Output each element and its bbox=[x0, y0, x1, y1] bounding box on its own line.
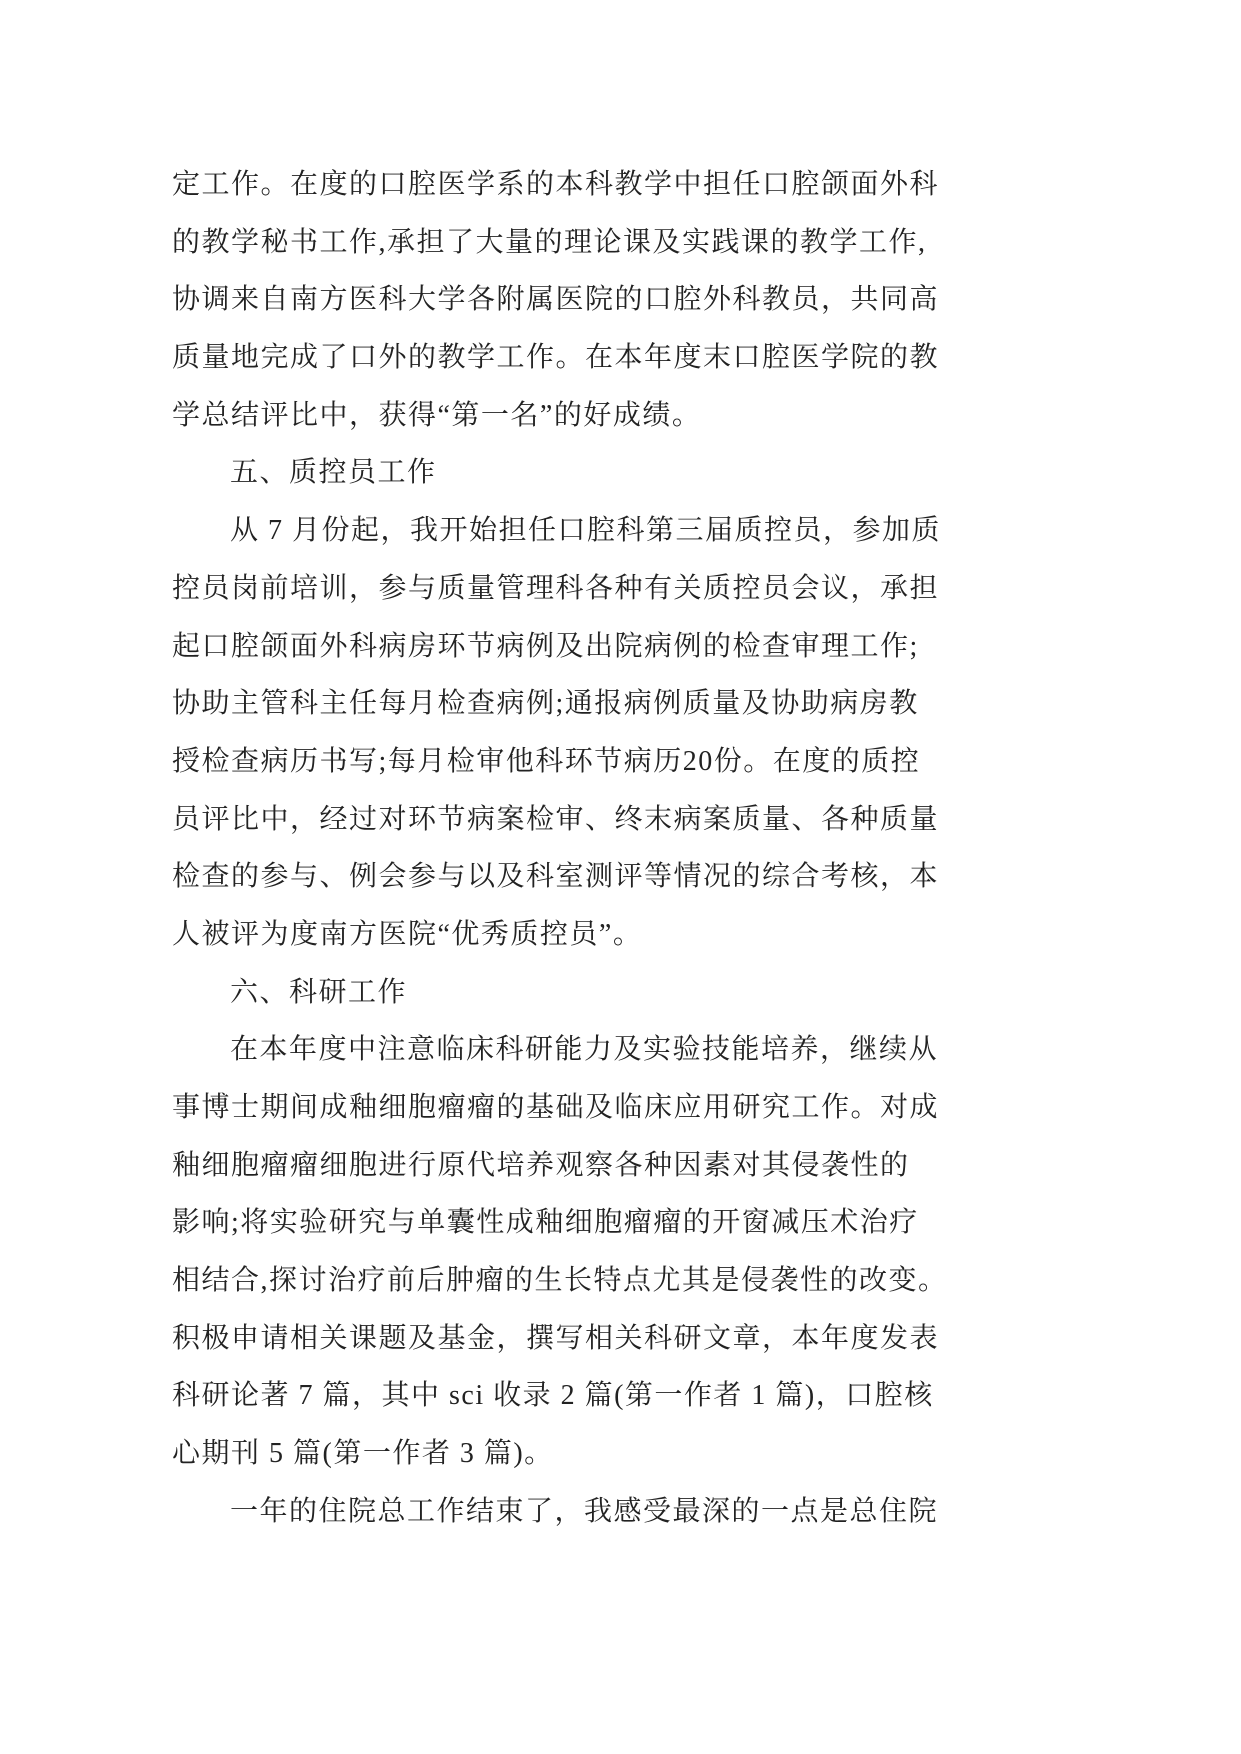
text-line: 在本年度中注意临床科研能力及实验技能培养，继续从 bbox=[230, 1034, 939, 1066]
text-line: 影响;将实验研究与单囊性成釉细胞瘤瘤的开窗减压术治疗 bbox=[172, 1207, 919, 1239]
text-line: 科研论著 7 篇，其中 sci 收录 2 篇(第一作者 1 篇)，口腔核 bbox=[172, 1380, 934, 1412]
text-line: 协调来自南方医科大学各附属医院的口腔外科教员，共同高 bbox=[172, 284, 940, 316]
text-line: 人被评为度南方医院“优秀质控员”。 bbox=[172, 918, 643, 950]
text-line: 协助主管科主任每月检查病例;通报病例质量及协助病房教 bbox=[172, 688, 919, 720]
closing-paragraph bbox=[172, 1483, 972, 1541]
section-paragraph bbox=[172, 502, 972, 964]
text-line: 授检查病历书写;每月检审他科环节病历20份。在度的质控 bbox=[172, 745, 921, 777]
section-paragraph bbox=[172, 1021, 972, 1483]
text-line: 学总结评比中，获得“第一名”的好成绩。 bbox=[172, 399, 702, 431]
text-line: 质量地完成了口外的教学工作。在本年度末口腔医学院的教 bbox=[172, 342, 940, 374]
text-line: 定工作。在度的口腔医学系的本科教学中担任口腔颌面外科 bbox=[172, 169, 940, 200]
document-body bbox=[172, 156, 972, 1541]
text-line: 的教学秘书工作,承担了大量的理论课及实践课的教学工作, bbox=[172, 226, 927, 258]
text-line: 积极申请相关课题及基金，撰写相关科研文章，本年度发表 bbox=[172, 1322, 940, 1354]
text-line: 釉细胞瘤瘤细胞进行原代培养观察各种因素对其侵袭性的 bbox=[172, 1149, 910, 1181]
text-line: 起口腔颌面外科病房环节病例及出院病例的检查审理工作; bbox=[172, 630, 919, 662]
text-line: 控员岗前培训，参与质量管理科各种有关质控员会议，承担 bbox=[172, 572, 940, 604]
section-quality-control bbox=[172, 444, 972, 963]
text-line: 心期刊 5 篇(第一作者 3 篇)。 bbox=[172, 1438, 554, 1470]
section-heading: 五、质控员工作 bbox=[230, 457, 437, 489]
text-line: 员评比中，经过对环节病案检审、终末病案质量、各种质量 bbox=[172, 803, 940, 835]
text-line: 从 7 月份起，我开始担任口腔科第三届质控员，参加质 bbox=[230, 515, 942, 547]
section-research bbox=[172, 964, 972, 1483]
continued-paragraph bbox=[172, 156, 972, 444]
text-line: 事博士期间成釉细胞瘤瘤的基础及临床应用研究工作。对成 bbox=[172, 1092, 940, 1123]
text-line: 相结合,探讨治疗前后肿瘤的生长特点尤其是侵袭性的改变。 bbox=[172, 1265, 948, 1297]
section-heading: 六、科研工作 bbox=[230, 976, 408, 1008]
text-line: 一年的住院总工作结束了，我感受最深的一点是总住院 bbox=[230, 1495, 939, 1527]
text-line: 检查的参与、例会参与以及科室测评等情况的综合考核，本 bbox=[172, 861, 940, 893]
